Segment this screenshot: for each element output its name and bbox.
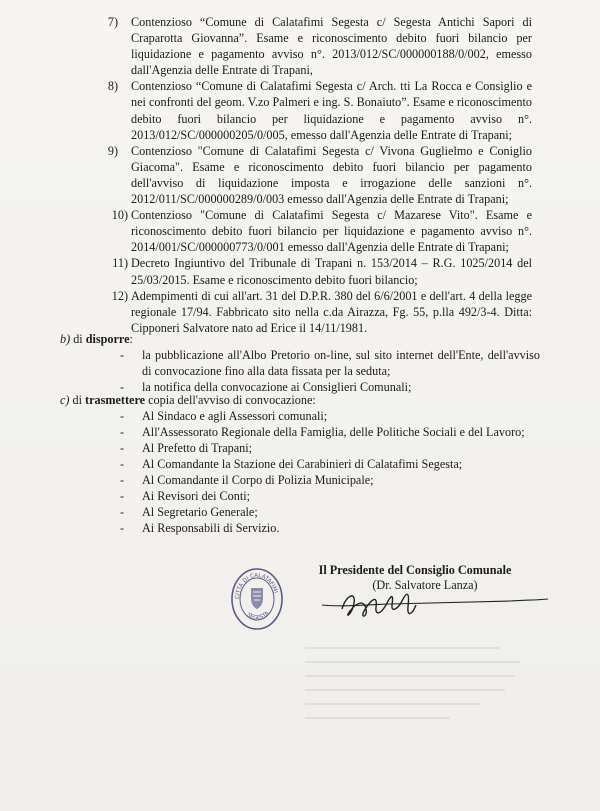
agenda-text: Contenzioso “Comune di Calatafimi Segesta c/ Segesta Antichi Sapori di Craparotta Giovanna”. Esame e riconoscimento debito fuori bilancio per liquidazione e pagamento avviso n°. 2013/012/SC/000000188/0/002, emesso dall'Agenzia delle Entrate di Trapani, bbox=[131, 15, 532, 78]
section-b-heading bbox=[60, 331, 540, 347]
dash-bullet: - bbox=[120, 473, 125, 487]
list-item bbox=[120, 347, 540, 379]
section-letter: c) bbox=[60, 393, 70, 407]
agenda-number: 11) bbox=[112, 256, 128, 271]
list-item-text: Al Segretario Generale; bbox=[142, 505, 258, 519]
list-item bbox=[120, 456, 540, 472]
agenda-item bbox=[104, 78, 532, 142]
section-verb: trasmettere bbox=[85, 393, 146, 407]
section-c bbox=[60, 392, 540, 536]
list-item bbox=[120, 488, 540, 504]
agenda-item bbox=[104, 207, 532, 255]
list-item-text: Ai Revisori dei Conti; bbox=[142, 489, 250, 503]
list-item-text: la notifica della convocazione ai Consiglieri Comunali; bbox=[142, 380, 412, 394]
section-colon: : bbox=[129, 332, 133, 346]
section-c-list bbox=[60, 408, 540, 536]
list-item-text: Al Comandante il Corpo di Polizia Municipale; bbox=[142, 473, 374, 487]
list-item bbox=[120, 408, 540, 424]
agenda-item bbox=[104, 14, 532, 78]
agenda-list bbox=[104, 14, 532, 336]
list-item bbox=[120, 424, 540, 440]
dash-bullet: - bbox=[120, 380, 125, 394]
stamp-text-top: CITTÀ DI CALATAFIMI bbox=[234, 572, 279, 600]
stamp-crest-icon bbox=[251, 588, 263, 609]
section-rest: copia dell'avviso di convocazione: bbox=[148, 393, 316, 407]
list-item-text: la pubblicazione all'Albo Pretorio on-line, sul sito internet dell'Ente, dell'avviso di convocazione fino alla data fissata per la seduta; bbox=[142, 348, 540, 378]
list-item-text: All'Assessorato Regionale della Famiglia, delle Politiche Sociali e del Lavoro; bbox=[142, 425, 525, 439]
agenda-item bbox=[104, 143, 532, 207]
bleed-through-marks bbox=[300, 640, 530, 730]
dash-bullet: - bbox=[120, 425, 125, 439]
dash-bullet: - bbox=[120, 348, 125, 362]
section-b bbox=[60, 331, 540, 395]
handwritten-signature bbox=[320, 585, 550, 625]
section-c-heading bbox=[60, 392, 540, 408]
list-item-text: Al Comandante la Stazione dei Carabinieri di Calatafimi Segesta; bbox=[142, 457, 463, 471]
section-verb: disporre bbox=[85, 332, 130, 346]
dash-bullet: - bbox=[120, 457, 125, 471]
dash-bullet: - bbox=[120, 505, 125, 519]
signature-scribble bbox=[342, 594, 416, 616]
agenda-text: Contenzioso "Comune di Calatafimi Segesta c/ Mazarese Vito". Esame e riconoscimento debito fuori bilancio per liquidazione e pagamento avviso n°. 2014/001/SC/000000773/0/001 emesso dall'Agenzia delle Entrate di Trapani; bbox=[131, 208, 532, 255]
dash-bullet: - bbox=[120, 521, 125, 535]
agenda-number: 7) bbox=[107, 15, 118, 29]
agenda-item bbox=[104, 288, 532, 336]
section-letter: b) bbox=[60, 332, 71, 346]
list-item bbox=[120, 472, 540, 488]
agenda-number: 12) bbox=[111, 288, 128, 303]
dash-bullet: - bbox=[120, 409, 125, 423]
section-pre: di bbox=[73, 332, 83, 346]
signature-name: (Dr. Salvatore Lanza) bbox=[372, 578, 478, 592]
agenda-text: Adempimenti di cui all'art. 31 del D.P.R. 380 del 6/6/2001 e dell'art. 4 della legge regionale 17/94. Fabbricato sito nella c.da Airazza, Fg. 55, p.lla 492/3-4. Ditta: Cipponeri Salvatore nato ad Erice il 14/11/1981. bbox=[131, 288, 532, 335]
stamp-text-bottom: SEGESTA bbox=[245, 610, 271, 622]
section-pre: di bbox=[72, 393, 82, 407]
agenda-text: Contenzioso “Comune di Calatafimi Segesta c/ Arch. tti La Rocca e Consiglio e nei confronti del geom. V.zo Palmeri e ing. S. Bonaiuto”. Esame e riconoscimento debito fuori bilancio per liquidazione e pagamento avviso n°. 2013/012/SC/000000205/0/005, emesso dall'Agenzia delle Entrate di Trapani; bbox=[131, 79, 532, 142]
list-item bbox=[120, 440, 540, 456]
agenda-number: 10) bbox=[111, 208, 128, 223]
dash-bullet: - bbox=[120, 489, 125, 503]
agenda-item bbox=[104, 255, 532, 287]
dash-bullet: - bbox=[120, 441, 125, 455]
signature-role: Il Presidente del Consiglio Comunale bbox=[318, 563, 512, 577]
list-item bbox=[120, 520, 540, 536]
official-stamp bbox=[229, 566, 285, 632]
agenda-number: 9) bbox=[107, 143, 118, 158]
agenda-text: Decreto Ingiuntivo del Tribunale di Trapani n. 153/2014 – R.G. 1025/2014 del 25/03/2015. Esame e riconoscimento debito fuori bilancio; bbox=[131, 256, 532, 287]
agenda-number: 8) bbox=[107, 79, 118, 94]
agenda-text: Contenzioso "Comune di Calatafimi Segesta c/ Vivona Guglielmo e Coniglio Giacoma". Esame e riconoscimento debito fuori bilancio per pagamento dell'avviso di liquidazione imposta e irrogazione delle sanzioni n°. 2012/011/SC/000000289/0/003 emesso dall'Agenzia delle Entrate di Trapani; bbox=[131, 143, 532, 207]
list-item-text: Al Prefetto di Trapani; bbox=[142, 441, 253, 455]
list-item-text: Ai Responsabili di Servizio. bbox=[142, 521, 280, 535]
list-item-text: Al Sindaco e agli Assessori comunali; bbox=[142, 409, 328, 423]
section-b-list bbox=[60, 347, 540, 395]
list-item bbox=[120, 504, 540, 520]
